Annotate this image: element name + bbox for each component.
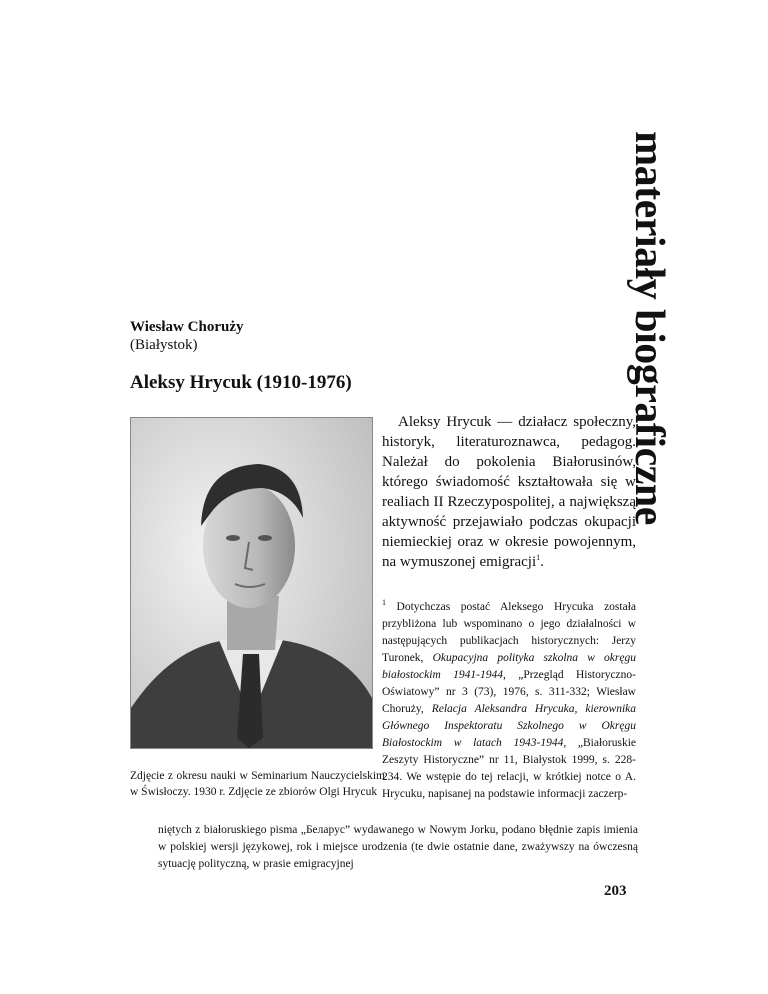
footnote-continuation: niętych z białoruskiego pisma „Беларус” wydawanego w Nowym Jorku, podano błędnie zapis imienia w polskiej wersji językowej, rok i miejsce urodzenia (te dwie ostatnie dane, zważywszy na ówczesną sytuację polityczną, w prasie emigracyjnej xyxy=(158,824,638,870)
author-block xyxy=(130,318,243,354)
article-title: Aleksy Hrycuk (1910-1976) xyxy=(130,372,352,393)
photo-caption: Zdjęcie z okresu nauki w Seminarium Nauczycielskim w Świsłoczy. 1930 r. Zdjęcie ze zbiorów Olgi Hrycuk xyxy=(130,770,385,798)
author-name: Wiesław Choruży xyxy=(130,319,244,335)
page-number: 203 xyxy=(604,883,627,899)
body-paragraph: Aleksy Hrycuk — działacz społeczny, historyk, literaturoznawca, pedagog. Należał do pokolenia Białorusinów, którego świadomość kształtowała się w realiach II Rzeczypospolitej, a największą aktywność przejawiało podczas okupacji niemieckiej oraz w okresie powojennym, na wymuszonej emigracji$^1$. xyxy=(382,414,636,570)
footnote-ref: 1 xyxy=(536,553,541,562)
section-title: materiały biograficzne xyxy=(626,131,673,525)
portrait-photo xyxy=(130,417,373,749)
footnote: $^1$ Dotychczas postać Aleksego Hrycuka została przybliżona lub wspominano o jego działalności w następujących publikacjach historycznych: Jerzy Turonek, Okupacyjna polityka szkolna w okręgu białostockim 1941-1944, „Przegląd Historyczno-Oświatowy” nr 3 (73), 1976, s. 311-332; Wiesław Choruży, Relacja Aleksandra Hrycuka, kierownika Głównego Inspektoratu Szkolnego w Okręgu Białostockim w latach 1943-1944, „Białoruskie Zeszyty Historyczne” nr 11, Białystok 1999, s. 228-234. We wstępie do tej relacji, w krótkiej notce o A. Hrycuku, napisanej na podstawie informacji zaczerp- xyxy=(382,598,637,800)
author-place: (Białystok) xyxy=(130,337,198,353)
